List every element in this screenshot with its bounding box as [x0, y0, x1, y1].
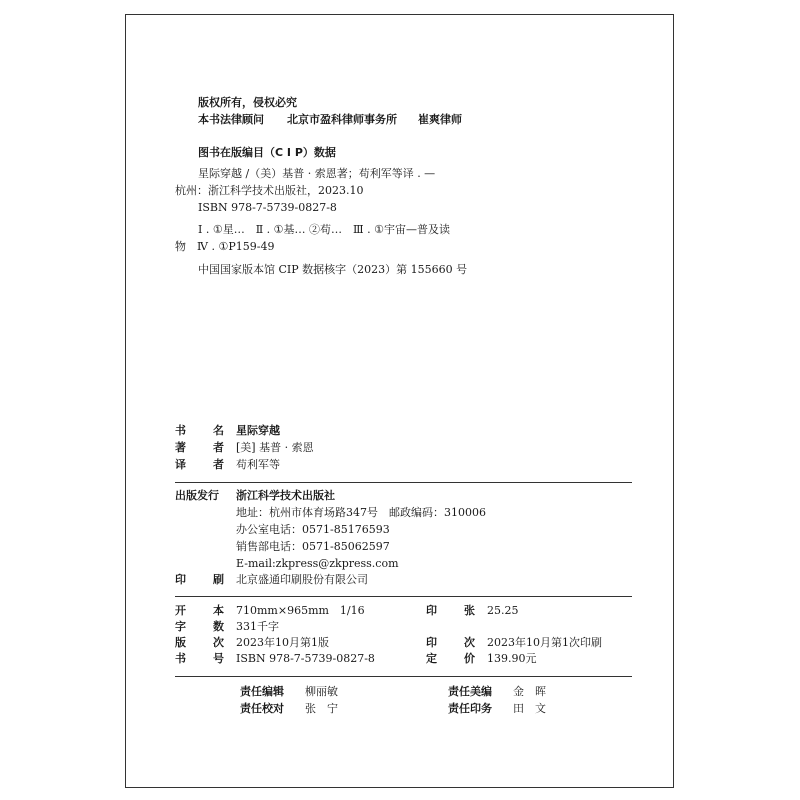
translator-label-b: 者	[213, 458, 224, 471]
publisher-address: 地址：杭州市体育场路347号 邮政编码：310006	[236, 506, 486, 519]
divider-2	[175, 596, 632, 597]
divider-1	[175, 482, 632, 483]
book-translator: 苟利军等	[236, 458, 280, 471]
cip-heading: 图书在版编目（C I P）数据	[198, 146, 336, 159]
page-border	[125, 14, 674, 788]
proofreader-label: 责任校对	[240, 702, 284, 715]
legal-firm: 北京市盈科律师事务所	[287, 113, 397, 126]
legal-advisor-label: 本书法律顾问	[198, 113, 264, 126]
author-label-b: 者	[213, 441, 224, 454]
publisher-name: 浙江科学技术出版社	[236, 489, 335, 502]
publisher-sales-phone: 销售部电话：0571-85062597	[236, 540, 390, 553]
printing-label-b: 次	[464, 636, 475, 649]
format-label-b: 本	[213, 604, 224, 617]
legal-lawyer: 崔爽律师	[418, 113, 462, 126]
words-label-a: 字	[175, 620, 186, 633]
translator-label-a: 译	[175, 458, 186, 471]
printing-value: 2023年10月第1次印刷	[487, 636, 602, 649]
editor-name: 柳丽敏	[305, 685, 338, 698]
printer-name: 北京盛通印刷股份有限公司	[236, 573, 368, 586]
cip-entry-line1: 星际穿越 /（美）基普 · 索恩著；苟利军等译 . —	[198, 167, 436, 180]
words-value: 331千字	[236, 620, 279, 633]
edition-label-b: 次	[213, 636, 224, 649]
cip-isbn: ISBN 978-7-5739-0827-8	[198, 201, 337, 214]
format-value: 710mm×965mm 1/16	[236, 604, 365, 617]
isbn-label-b: 号	[213, 652, 224, 665]
price-label-a: 定	[426, 652, 437, 665]
title-label-b: 名	[213, 424, 224, 437]
art-editor-label: 责任美编	[448, 685, 492, 698]
cip-classification-line1: Ⅰ . ①星… Ⅱ . ①基… ②苟… Ⅲ . ①宇宙—普及读	[198, 223, 450, 236]
cip-classification-line2: 物 Ⅳ . ①P159-49	[175, 240, 275, 253]
words-label-b: 数	[213, 620, 224, 633]
editor-label: 责任编辑	[240, 685, 284, 698]
sheets-value: 25.25	[487, 604, 519, 617]
printer-label-b: 刷	[213, 573, 224, 586]
divider-3	[175, 676, 632, 677]
edition-label-a: 版	[175, 636, 186, 649]
proofreader-name: 张 宁	[305, 702, 338, 715]
printing-label-a: 印	[426, 636, 437, 649]
publisher-office-phone: 办公室电话：0571-85176593	[236, 523, 390, 536]
sheets-label-b: 张	[464, 604, 475, 617]
art-editor-name: 金 晖	[513, 685, 546, 698]
format-label-a: 开	[175, 604, 186, 617]
edition-value: 2023年10月第1版	[236, 636, 329, 649]
book-author: [美] 基普 · 索恩	[236, 441, 314, 454]
print-supervisor-name: 田 文	[513, 702, 546, 715]
cip-record-number: 中国国家版本馆 CIP 数据核字（2023）第 155660 号	[198, 263, 468, 276]
publisher-label: 出版发行	[175, 489, 219, 502]
isbn-label-a: 书	[175, 652, 186, 665]
price-value: 139.90元	[487, 652, 537, 665]
copyright-notice: 版权所有，侵权必究	[198, 96, 297, 109]
title-label-a: 书	[175, 424, 186, 437]
printer-label-a: 印	[175, 573, 186, 586]
publisher-email: E-mail:zkpress@zkpress.com	[236, 557, 399, 570]
book-title: 星际穿越	[236, 424, 280, 437]
isbn-value: ISBN 978-7-5739-0827-8	[236, 652, 375, 665]
sheets-label-a: 印	[426, 604, 437, 617]
cip-entry-line2: 杭州：浙江科学技术出版社，2023.10	[175, 184, 364, 197]
price-label-b: 价	[464, 652, 475, 665]
author-label-a: 著	[175, 441, 186, 454]
print-supervisor-label: 责任印务	[448, 702, 492, 715]
